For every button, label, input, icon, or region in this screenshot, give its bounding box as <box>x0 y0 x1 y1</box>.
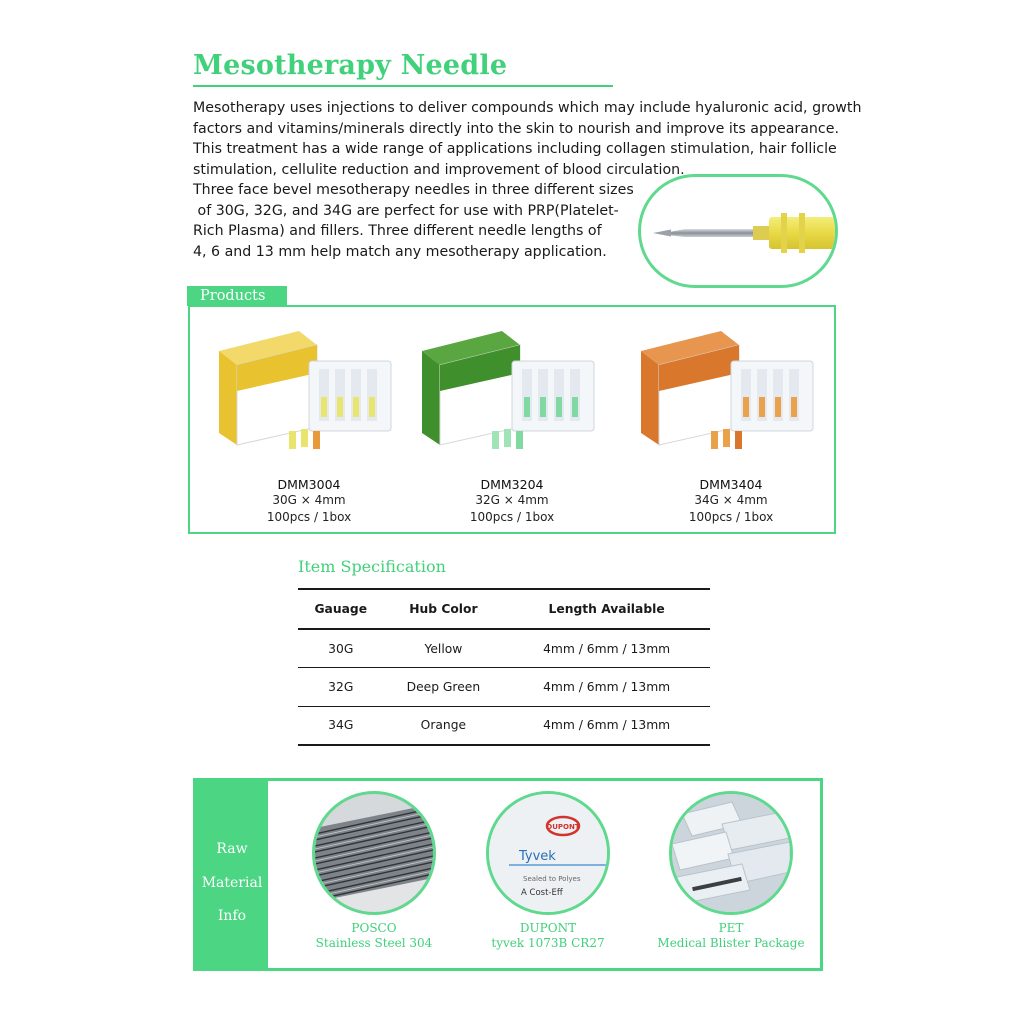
steel-tubes-illustration <box>315 794 433 912</box>
table-cell: 34G <box>298 706 384 745</box>
table-cell: 30G <box>298 629 384 668</box>
table-cell: Yellow <box>384 629 504 668</box>
material-pet <box>651 791 811 951</box>
side-label-line: Raw <box>216 841 248 857</box>
product-code: DMM3004 <box>277 477 341 492</box>
product-code: DMM3404 <box>699 477 763 492</box>
blister-illustration <box>672 794 790 912</box>
material-spec: Stainless Steel 304 <box>315 936 433 950</box>
title-underline <box>193 85 613 87</box>
dupont-logo-text: DUPONT <box>546 823 580 831</box>
intro-line: stimulation, cellulite reduction and improvement of blood circulation. <box>193 161 685 178</box>
material-dupont <box>468 791 628 951</box>
product-card-dmm3004 <box>204 323 414 526</box>
tyvek-illustration <box>489 794 607 912</box>
intro-line: Rich Plasma) and fillers. Three different needle lengths of <box>193 223 602 239</box>
table-cell: Deep Green <box>384 668 504 707</box>
table-row <box>298 668 710 707</box>
column-header: Gauage <box>298 589 384 629</box>
needle-closeup-image <box>638 174 838 288</box>
table-cell: 4mm / 6mm / 13mm <box>503 668 710 707</box>
product-box-yellow-image <box>209 323 409 453</box>
spec-table <box>298 588 710 746</box>
cost-label: A Cost-Eff <box>521 888 563 898</box>
spec-section-title: Item Specification <box>298 557 446 576</box>
intro-line: Mesotherapy uses injections to deliver compounds which may include hyaluronic acid, growth <box>193 100 862 116</box>
side-label-line: Info <box>217 908 247 924</box>
page-title: Mesotherapy Needle <box>193 50 508 81</box>
product-quantity: 100pcs / 1box <box>266 510 352 524</box>
table-cell: 4mm / 6mm / 13mm <box>503 706 710 745</box>
product-box-green-image <box>412 323 612 453</box>
product-card-dmm3404 <box>626 323 836 526</box>
steel-tubes-image <box>312 791 436 915</box>
blister-package-image <box>669 791 793 915</box>
material-posco <box>294 791 454 951</box>
table-cell: 4mm / 6mm / 13mm <box>503 629 710 668</box>
product-quantity: 100pcs / 1box <box>469 510 555 524</box>
table-cell: 32G <box>298 668 384 707</box>
products-panel <box>188 305 836 534</box>
table-row <box>298 706 710 745</box>
product-size: 30G × 4mm <box>272 493 346 507</box>
raw-material-panel <box>193 778 823 971</box>
product-box-orange-image <box>631 323 831 453</box>
material-spec: Medical Blister Package <box>657 936 805 950</box>
product-quantity: 100pcs / 1box <box>688 510 774 524</box>
table-cell: Orange <box>384 706 504 745</box>
material-brand: POSCO <box>351 921 397 935</box>
intro-line: 4, 6 and 13 mm help match any mesotherapy application. <box>193 243 607 260</box>
material-brand: DUPONT <box>519 921 577 935</box>
intro-line: Three face bevel mesotherapy needles in three different sizes <box>193 182 634 198</box>
material-brand: PET <box>718 921 744 935</box>
intro-line: of 30G, 32G, and 34G are perfect for use with PRP(Platelet- <box>193 202 619 219</box>
intro-line: This treatment has a wide range of applications including collagen stimulation, hair follicle <box>193 141 837 157</box>
table-header-row <box>298 589 710 629</box>
product-size: 34G × 4mm <box>694 493 768 507</box>
material-spec: tyvek 1073B CR27 <box>491 936 605 950</box>
column-header: Length Available <box>503 589 710 629</box>
products-tab: Products <box>187 286 287 306</box>
tyvek-label: Tyvek <box>519 849 556 864</box>
sealed-label: Sealed to Polyes <box>523 875 581 883</box>
tyvek-image <box>486 791 610 915</box>
product-code: DMM3204 <box>480 477 544 492</box>
product-card-dmm3204 <box>407 323 617 526</box>
raw-material-side-label <box>196 781 268 968</box>
intro-line: factors and vitamins/minerals directly into the skin to nourish and improve its appearance. <box>193 120 839 137</box>
table-row <box>298 629 710 668</box>
side-label-line: Material <box>201 874 263 891</box>
column-header: Hub Color <box>384 589 504 629</box>
needle-illustration <box>641 177 835 285</box>
product-size: 32G × 4mm <box>475 493 549 507</box>
